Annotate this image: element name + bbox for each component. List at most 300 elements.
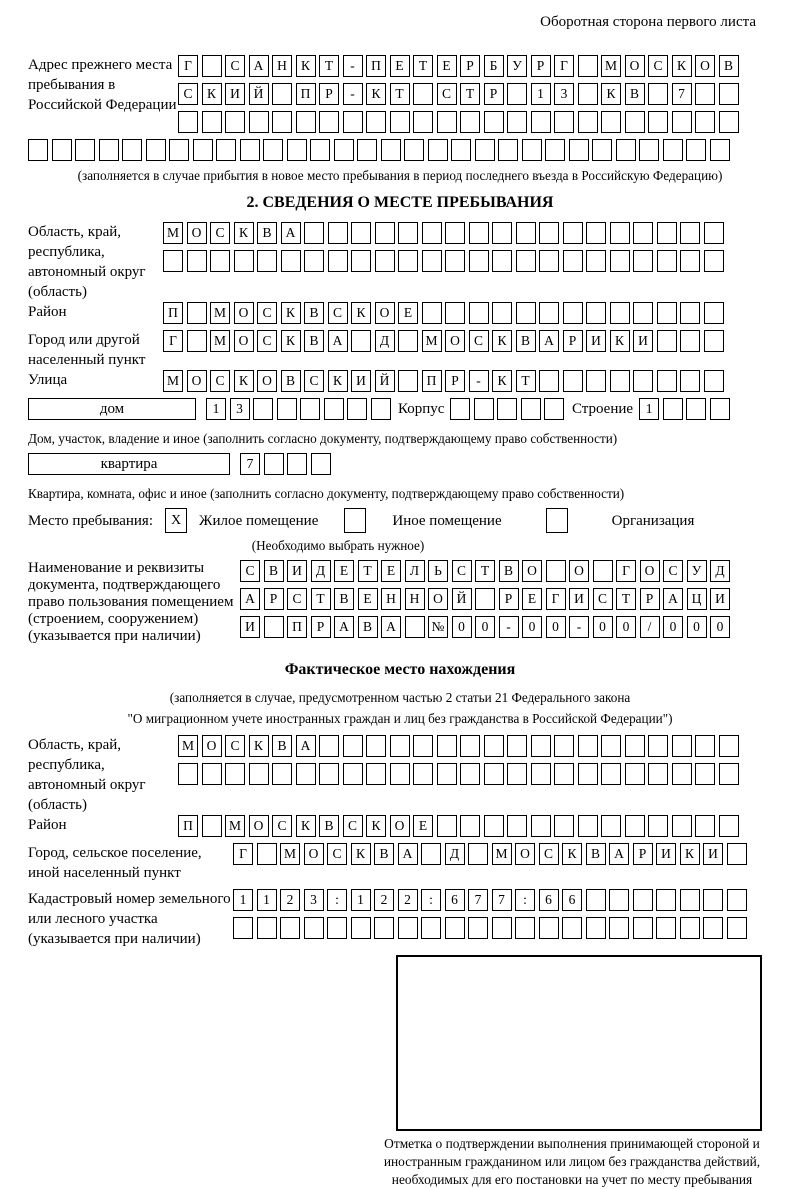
char-cell[interactable]: Е (398, 302, 418, 324)
char-cell[interactable]: Р (499, 588, 519, 610)
char-cell[interactable] (445, 302, 465, 324)
char-cell[interactable] (216, 139, 236, 161)
char-cell[interactable] (563, 222, 583, 244)
char-cell[interactable]: Р (319, 83, 339, 105)
char-cell[interactable] (202, 763, 222, 785)
char-cell[interactable]: 6 (445, 889, 465, 911)
char-cell[interactable] (437, 815, 457, 837)
char-cell[interactable] (421, 843, 441, 865)
char-cell[interactable] (187, 302, 207, 324)
char-cell[interactable]: И (633, 330, 653, 352)
char-cell[interactable]: С (210, 222, 230, 244)
char-cell[interactable]: И (351, 370, 371, 392)
char-cell[interactable]: 0 (475, 616, 495, 638)
char-cell[interactable] (413, 763, 433, 785)
char-cell[interactable] (146, 139, 166, 161)
char-cell[interactable] (586, 222, 606, 244)
char-cell[interactable] (563, 370, 583, 392)
char-cell[interactable] (704, 250, 724, 272)
char-cell[interactable]: : (327, 889, 347, 911)
char-cell[interactable]: Н (405, 588, 425, 610)
char-cell[interactable] (578, 55, 598, 77)
char-cell[interactable]: 0 (593, 616, 613, 638)
char-cell[interactable]: Р (531, 55, 551, 77)
char-cell[interactable]: 6 (539, 889, 559, 911)
char-cell[interactable]: Р (640, 588, 660, 610)
char-cell[interactable] (633, 370, 653, 392)
stamp-box[interactable] (396, 955, 762, 1131)
char-cell[interactable]: С (257, 330, 277, 352)
char-cell[interactable]: Й (375, 370, 395, 392)
char-cell[interactable] (695, 83, 715, 105)
char-cell[interactable] (695, 763, 715, 785)
char-cell[interactable]: О (428, 588, 448, 610)
char-cell[interactable] (413, 111, 433, 133)
char-cell[interactable] (680, 917, 700, 939)
char-cell[interactable]: К (366, 83, 386, 105)
char-cell[interactable]: И (656, 843, 676, 865)
char-cell[interactable] (178, 111, 198, 133)
char-cell[interactable] (178, 763, 198, 785)
char-cell[interactable]: А (609, 843, 629, 865)
char-cell[interactable]: А (240, 588, 260, 610)
char-cell[interactable]: А (663, 588, 683, 610)
char-cell[interactable]: Н (381, 588, 401, 610)
char-cell[interactable] (719, 111, 739, 133)
char-cell[interactable] (469, 250, 489, 272)
char-cell[interactable] (521, 398, 541, 420)
char-cell[interactable]: 7 (240, 453, 260, 475)
char-cell[interactable] (625, 735, 645, 757)
char-cell[interactable]: И (569, 588, 589, 610)
char-cell[interactable]: Т (413, 55, 433, 77)
char-cell[interactable]: А (398, 843, 418, 865)
char-cell[interactable] (99, 139, 119, 161)
char-cell[interactable] (277, 398, 297, 420)
char-cell[interactable] (522, 139, 542, 161)
char-cell[interactable]: О (640, 560, 660, 582)
char-cell[interactable]: С (539, 843, 559, 865)
char-cell[interactable] (539, 370, 559, 392)
char-cell[interactable]: А (328, 330, 348, 352)
char-cell[interactable] (422, 302, 442, 324)
char-cell[interactable]: Р (311, 616, 331, 638)
char-cell[interactable] (122, 139, 142, 161)
char-cell[interactable]: 6 (562, 889, 582, 911)
char-cell[interactable] (468, 843, 488, 865)
char-cell[interactable] (264, 453, 284, 475)
char-cell[interactable]: М (422, 330, 442, 352)
char-cell[interactable] (398, 370, 418, 392)
char-cell[interactable] (657, 302, 677, 324)
char-cell[interactable]: Г (163, 330, 183, 352)
char-cell[interactable]: Р (445, 370, 465, 392)
char-cell[interactable] (657, 370, 677, 392)
char-cell[interactable]: П (287, 616, 307, 638)
char-cell[interactable] (343, 735, 363, 757)
char-cell[interactable] (319, 735, 339, 757)
char-cell[interactable]: К (492, 370, 512, 392)
char-cell[interactable] (374, 917, 394, 939)
char-cell[interactable] (468, 917, 488, 939)
char-cell[interactable]: В (586, 843, 606, 865)
char-cell[interactable] (310, 139, 330, 161)
char-cell[interactable] (531, 815, 551, 837)
char-cell[interactable]: С (648, 55, 668, 77)
char-cell[interactable]: В (304, 302, 324, 324)
char-cell[interactable] (554, 815, 574, 837)
char-cell[interactable] (398, 330, 418, 352)
char-cell[interactable] (287, 139, 307, 161)
char-cell[interactable] (484, 735, 504, 757)
char-cell[interactable]: В (719, 55, 739, 77)
char-cell[interactable]: / (640, 616, 660, 638)
char-cell[interactable]: 1 (206, 398, 226, 420)
char-cell[interactable] (719, 735, 739, 757)
char-cell[interactable]: А (281, 222, 301, 244)
checkbox-residential[interactable]: X (165, 508, 187, 533)
char-cell[interactable] (484, 111, 504, 133)
char-cell[interactable] (703, 889, 723, 911)
char-cell[interactable]: А (249, 55, 269, 77)
char-cell[interactable] (610, 250, 630, 272)
char-cell[interactable]: С (257, 302, 277, 324)
char-cell[interactable]: К (610, 330, 630, 352)
char-cell[interactable]: К (672, 55, 692, 77)
char-cell[interactable] (398, 222, 418, 244)
char-cell[interactable] (202, 111, 222, 133)
char-cell[interactable] (507, 111, 527, 133)
char-cell[interactable]: 7 (492, 889, 512, 911)
char-cell[interactable]: М (280, 843, 300, 865)
char-cell[interactable]: О (625, 55, 645, 77)
char-cell[interactable]: В (374, 843, 394, 865)
char-cell[interactable] (450, 398, 470, 420)
char-cell[interactable] (351, 917, 371, 939)
char-cell[interactable] (327, 917, 347, 939)
char-cell[interactable]: К (234, 370, 254, 392)
char-cell[interactable]: Н (272, 55, 292, 77)
char-cell[interactable] (516, 222, 536, 244)
char-cell[interactable] (390, 763, 410, 785)
char-cell[interactable]: О (522, 560, 542, 582)
char-cell[interactable]: В (358, 616, 378, 638)
char-cell[interactable]: П (163, 302, 183, 324)
char-cell[interactable]: - (499, 616, 519, 638)
char-cell[interactable]: П (366, 55, 386, 77)
char-cell[interactable]: В (264, 560, 284, 582)
char-cell[interactable]: 1 (257, 889, 277, 911)
char-cell[interactable] (680, 330, 700, 352)
char-cell[interactable] (695, 111, 715, 133)
char-cell[interactable] (422, 222, 442, 244)
char-cell[interactable]: Т (475, 560, 495, 582)
char-cell[interactable] (405, 616, 425, 638)
char-cell[interactable]: 3 (304, 889, 324, 911)
char-cell[interactable] (719, 763, 739, 785)
char-cell[interactable]: Е (413, 815, 433, 837)
char-cell[interactable] (234, 250, 254, 272)
char-cell[interactable] (710, 139, 730, 161)
char-cell[interactable]: Р (264, 588, 284, 610)
char-cell[interactable] (460, 111, 480, 133)
char-cell[interactable]: В (304, 330, 324, 352)
char-cell[interactable]: С (452, 560, 472, 582)
char-cell[interactable] (169, 139, 189, 161)
char-cell[interactable] (515, 917, 535, 939)
char-cell[interactable] (633, 917, 653, 939)
char-cell[interactable]: 1 (531, 83, 551, 105)
char-cell[interactable] (625, 763, 645, 785)
char-cell[interactable]: Р (460, 55, 480, 77)
char-cell[interactable]: М (492, 843, 512, 865)
char-cell[interactable] (727, 917, 747, 939)
char-cell[interactable]: О (569, 560, 589, 582)
char-cell[interactable] (324, 398, 344, 420)
char-cell[interactable] (648, 763, 668, 785)
char-cell[interactable]: П (178, 815, 198, 837)
char-cell[interactable]: К (234, 222, 254, 244)
char-cell[interactable] (704, 302, 724, 324)
char-cell[interactable] (296, 763, 316, 785)
char-cell[interactable]: 0 (452, 616, 472, 638)
char-cell[interactable] (554, 111, 574, 133)
char-cell[interactable]: Т (358, 560, 378, 582)
char-cell[interactable] (210, 250, 230, 272)
char-cell[interactable] (507, 83, 527, 105)
char-cell[interactable] (648, 735, 668, 757)
char-cell[interactable] (398, 250, 418, 272)
char-cell[interactable] (695, 735, 715, 757)
char-cell[interactable] (52, 139, 72, 161)
char-cell[interactable] (633, 222, 653, 244)
char-cell[interactable]: 1 (639, 398, 659, 420)
char-cell[interactable]: В (257, 222, 277, 244)
char-cell[interactable]: Т (319, 55, 339, 77)
char-cell[interactable] (625, 111, 645, 133)
char-cell[interactable]: Ь (428, 560, 448, 582)
char-cell[interactable]: Г (616, 560, 636, 582)
char-cell[interactable] (366, 111, 386, 133)
char-cell[interactable] (398, 917, 418, 939)
char-cell[interactable]: С (304, 370, 324, 392)
char-cell[interactable]: К (328, 370, 348, 392)
char-cell[interactable]: О (202, 735, 222, 757)
char-cell[interactable] (281, 250, 301, 272)
char-cell[interactable] (319, 111, 339, 133)
char-cell[interactable]: С (240, 560, 260, 582)
char-cell[interactable] (484, 763, 504, 785)
char-cell[interactable]: Ц (687, 588, 707, 610)
char-cell[interactable] (586, 370, 606, 392)
char-cell[interactable] (719, 815, 739, 837)
char-cell[interactable]: Д (375, 330, 395, 352)
char-cell[interactable] (272, 763, 292, 785)
char-cell[interactable] (569, 139, 589, 161)
char-cell[interactable] (413, 83, 433, 105)
char-cell[interactable] (704, 370, 724, 392)
char-cell[interactable] (719, 83, 739, 105)
checkbox-other-premise[interactable] (344, 508, 366, 533)
char-cell[interactable] (351, 222, 371, 244)
char-cell[interactable]: Д (710, 560, 730, 582)
char-cell[interactable]: В (281, 370, 301, 392)
char-cell[interactable] (531, 763, 551, 785)
char-cell[interactable]: А (539, 330, 559, 352)
char-cell[interactable]: - (469, 370, 489, 392)
char-cell[interactable] (366, 763, 386, 785)
char-cell[interactable]: А (381, 616, 401, 638)
char-cell[interactable] (648, 815, 668, 837)
char-cell[interactable] (554, 763, 574, 785)
char-cell[interactable] (609, 889, 629, 911)
char-cell[interactable] (304, 250, 324, 272)
char-cell[interactable] (680, 222, 700, 244)
char-cell[interactable]: С (663, 560, 683, 582)
char-cell[interactable] (233, 917, 253, 939)
char-cell[interactable] (492, 302, 512, 324)
char-cell[interactable] (633, 889, 653, 911)
char-cell[interactable] (639, 139, 659, 161)
char-cell[interactable] (656, 917, 676, 939)
char-cell[interactable]: М (163, 370, 183, 392)
char-cell[interactable]: О (304, 843, 324, 865)
char-cell[interactable] (272, 111, 292, 133)
char-cell[interactable] (539, 302, 559, 324)
char-cell[interactable] (492, 917, 512, 939)
char-cell[interactable]: Р (633, 843, 653, 865)
char-cell[interactable]: С (469, 330, 489, 352)
char-cell[interactable] (287, 453, 307, 475)
char-cell[interactable] (187, 330, 207, 352)
char-cell[interactable]: М (210, 302, 230, 324)
char-cell[interactable]: С (328, 302, 348, 324)
char-cell[interactable] (625, 815, 645, 837)
char-cell[interactable] (272, 83, 292, 105)
char-cell[interactable]: П (422, 370, 442, 392)
char-cell[interactable] (381, 139, 401, 161)
char-cell[interactable]: Т (460, 83, 480, 105)
checkbox-organization[interactable] (546, 508, 568, 533)
char-cell[interactable] (578, 111, 598, 133)
char-cell[interactable]: И (240, 616, 260, 638)
char-cell[interactable] (187, 250, 207, 272)
char-cell[interactable] (475, 588, 495, 610)
char-cell[interactable]: О (187, 370, 207, 392)
char-cell[interactable] (28, 139, 48, 161)
char-cell[interactable] (680, 250, 700, 272)
char-cell[interactable] (404, 139, 424, 161)
char-cell[interactable]: Й (249, 83, 269, 105)
char-cell[interactable]: К (202, 83, 222, 105)
char-cell[interactable] (516, 302, 536, 324)
char-cell[interactable] (648, 111, 668, 133)
char-cell[interactable]: 2 (374, 889, 394, 911)
char-cell[interactable]: С (272, 815, 292, 837)
char-cell[interactable]: Р (563, 330, 583, 352)
char-cell[interactable] (507, 735, 527, 757)
char-cell[interactable] (592, 139, 612, 161)
char-cell[interactable]: С (327, 843, 347, 865)
char-cell[interactable] (304, 222, 324, 244)
char-cell[interactable] (264, 616, 284, 638)
char-cell[interactable]: Т (390, 83, 410, 105)
char-cell[interactable] (280, 917, 300, 939)
char-cell[interactable] (343, 111, 363, 133)
char-cell[interactable] (437, 763, 457, 785)
char-cell[interactable] (296, 111, 316, 133)
char-cell[interactable] (469, 222, 489, 244)
char-cell[interactable] (311, 453, 331, 475)
char-cell[interactable] (328, 222, 348, 244)
char-cell[interactable]: В (319, 815, 339, 837)
char-cell[interactable]: 2 (280, 889, 300, 911)
char-cell[interactable] (578, 735, 598, 757)
char-cell[interactable] (257, 250, 277, 272)
char-cell[interactable]: 0 (710, 616, 730, 638)
char-cell[interactable] (498, 139, 518, 161)
char-cell[interactable]: В (516, 330, 536, 352)
char-cell[interactable] (610, 222, 630, 244)
char-cell[interactable] (422, 250, 442, 272)
char-cell[interactable] (610, 302, 630, 324)
char-cell[interactable] (390, 111, 410, 133)
char-cell[interactable]: С (178, 83, 198, 105)
char-cell[interactable] (475, 139, 495, 161)
char-cell[interactable]: С (225, 735, 245, 757)
char-cell[interactable] (601, 735, 621, 757)
char-cell[interactable] (328, 250, 348, 272)
char-cell[interactable]: О (695, 55, 715, 77)
char-cell[interactable]: К (281, 302, 301, 324)
char-cell[interactable] (421, 917, 441, 939)
char-cell[interactable]: О (187, 222, 207, 244)
char-cell[interactable] (351, 250, 371, 272)
char-cell[interactable]: 2 (398, 889, 418, 911)
char-cell[interactable]: Б (484, 55, 504, 77)
char-cell[interactable]: О (249, 815, 269, 837)
char-cell[interactable]: Е (358, 588, 378, 610)
char-cell[interactable] (249, 111, 269, 133)
char-cell[interactable] (445, 250, 465, 272)
char-cell[interactable]: К (680, 843, 700, 865)
char-cell[interactable] (474, 398, 494, 420)
char-cell[interactable] (347, 398, 367, 420)
char-cell[interactable]: В (625, 83, 645, 105)
char-cell[interactable] (257, 917, 277, 939)
char-cell[interactable] (437, 735, 457, 757)
char-cell[interactable] (586, 917, 606, 939)
char-cell[interactable] (445, 917, 465, 939)
char-cell[interactable] (371, 398, 391, 420)
char-cell[interactable]: - (569, 616, 589, 638)
char-cell[interactable] (663, 139, 683, 161)
char-cell[interactable] (319, 763, 339, 785)
char-cell[interactable] (253, 398, 273, 420)
char-cell[interactable]: К (351, 302, 371, 324)
char-cell[interactable] (225, 763, 245, 785)
char-cell[interactable] (601, 815, 621, 837)
char-cell[interactable]: В (272, 735, 292, 757)
char-cell[interactable] (375, 222, 395, 244)
char-cell[interactable] (460, 815, 480, 837)
char-cell[interactable]: У (507, 55, 527, 77)
char-cell[interactable] (672, 815, 692, 837)
char-cell[interactable]: 0 (546, 616, 566, 638)
char-cell[interactable]: В (334, 588, 354, 610)
char-cell[interactable] (539, 222, 559, 244)
char-cell[interactable] (586, 302, 606, 324)
